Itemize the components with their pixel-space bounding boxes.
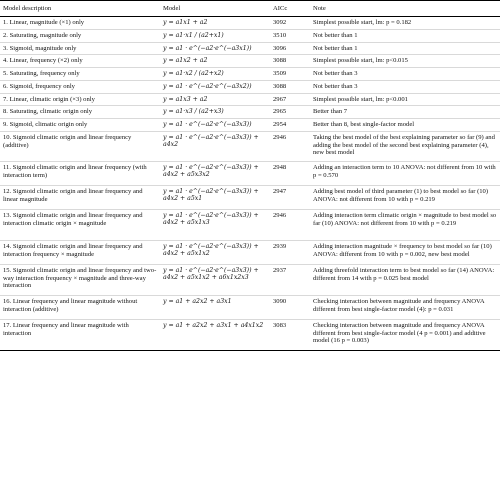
header-model: Model bbox=[160, 1, 270, 17]
row-aicc: 3096 bbox=[270, 42, 310, 55]
row-model: y = a1 · e^(−a2·e^(−a3x2)) bbox=[160, 80, 270, 93]
table-row bbox=[0, 209, 500, 240]
header-row bbox=[0, 1, 500, 17]
row-aicc: 3509 bbox=[270, 68, 310, 81]
row-aicc: 3088 bbox=[270, 80, 310, 93]
row-description: 4. Linear, frequency (×2) only bbox=[0, 55, 160, 68]
row-aicc: 2954 bbox=[270, 119, 310, 132]
row-description: 15. Sigmoid climatic origin and linear frequency and two-way interaction frequency × magnitude and three-way interaction bbox=[0, 264, 160, 295]
row-note: Not better than 3 bbox=[310, 80, 500, 93]
row-model: y = a1 · e^(−a2·e^(−a3x3)) + a4x2 + a5x1 bbox=[160, 185, 270, 209]
row-model: y = a1 · e^(−a2·e^(−a3x3)) + a4x2 + a5x1x3 bbox=[160, 209, 270, 240]
table-row bbox=[0, 68, 500, 81]
row-model: y = a1·x3 / (a2+x3) bbox=[160, 106, 270, 119]
row-note: Simplest possible start, lm: p<0.001 bbox=[310, 93, 500, 106]
row-description: 1. Linear, magnitude (×1) only bbox=[0, 17, 160, 30]
row-note: Simplest possible start, lm: p<0.015 bbox=[310, 55, 500, 68]
row-aicc: 3090 bbox=[270, 295, 310, 319]
row-description: 6. Sigmoid, frequency only bbox=[0, 80, 160, 93]
row-model: y = a1 · e^(−a2·e^(−a3x3)) + a4x2 + a5x1x2 + a6x1x2x3 bbox=[160, 264, 270, 295]
row-description: 11. Sigmoid climatic origin and linear frequency (with interaction term) bbox=[0, 161, 160, 185]
row-description: 13. Sigmoid climatic origin and linear frequency and interaction climatic origin × magnitude bbox=[0, 209, 160, 240]
row-aicc: 3092 bbox=[270, 17, 310, 30]
row-aicc: 2946 bbox=[270, 209, 310, 240]
table-row bbox=[0, 29, 500, 42]
row-model: y = a1·x2 / (a2+x2) bbox=[160, 68, 270, 81]
row-aicc: 3088 bbox=[270, 55, 310, 68]
header-note: Note bbox=[310, 1, 500, 17]
row-note: Simplest possible start, lm: p = 0.182 bbox=[310, 17, 500, 30]
table-row bbox=[0, 264, 500, 295]
table-row bbox=[0, 161, 500, 185]
row-description: 3. Sigmoid, magnitude only bbox=[0, 42, 160, 55]
row-note: Adding best model of third parameter (1) to best model so far (10) ANOVA: not different from 10 with p = 0.219 bbox=[310, 185, 500, 209]
row-aicc: 3083 bbox=[270, 319, 310, 350]
row-description: 2. Saturating, magnitude only bbox=[0, 29, 160, 42]
row-description: 16. Linear frequency and linear magnitude without interaction (additive) bbox=[0, 295, 160, 319]
row-model: y = a1·x1 / (a2+x1) bbox=[160, 29, 270, 42]
table-row bbox=[0, 42, 500, 55]
row-note: Better than 7 bbox=[310, 106, 500, 119]
row-aicc: 3510 bbox=[270, 29, 310, 42]
header-model-description: Model description bbox=[0, 1, 160, 17]
row-model: y = a1 · e^(−a2·e^(−a3x3)) + a4x2 + a5x1x2 bbox=[160, 240, 270, 264]
row-description: 9. Sigmoid, climatic origin only bbox=[0, 119, 160, 132]
row-note: Adding threefold interaction term to best model so far (14) ANOVA: different from 14 with p = 0.025 best model bbox=[310, 264, 500, 295]
table-row bbox=[0, 80, 500, 93]
row-model: y = a1 + a2x2 + a3x1 + a4x1x2 bbox=[160, 319, 270, 350]
row-model: y = a1 · e^(−a2·e^(−a3x3)) + a4x2 + a5x3x2 bbox=[160, 161, 270, 185]
table-row bbox=[0, 131, 500, 161]
row-model: y = a1 + a2x2 + a3x1 bbox=[160, 295, 270, 319]
row-description: 12. Sigmoid climatic origin and linear frequency and linear magnitude bbox=[0, 185, 160, 209]
row-model: y = a1x3 + a2 bbox=[160, 93, 270, 106]
row-note: Adding an interaction term to 10 ANOVA: not different from 10 with p = 0.570 bbox=[310, 161, 500, 185]
table-row bbox=[0, 119, 500, 132]
row-note: Checking interaction between magnitude and frequency ANOVA different from best single-factor model (4 p = 0.001) and additive model (16 p = 0.003) bbox=[310, 319, 500, 350]
table-row bbox=[0, 93, 500, 106]
table-row bbox=[0, 17, 500, 30]
table-row bbox=[0, 55, 500, 68]
row-model: y = a1 · e^(−a2·e^(−a3x3)) bbox=[160, 119, 270, 132]
row-aicc: 2948 bbox=[270, 161, 310, 185]
table-row bbox=[0, 106, 500, 119]
table-row bbox=[0, 295, 500, 319]
row-description: 10. Sigmoid climatic origin and linear frequency (additive) bbox=[0, 131, 160, 161]
row-model: y = a1x1 + a2 bbox=[160, 17, 270, 30]
row-note: Not better than 1 bbox=[310, 29, 500, 42]
row-description: 7. Linear, climatic origin (×3) only bbox=[0, 93, 160, 106]
row-note: Adding interaction magnitude × frequency to best model so far (10) ANOVA: different from 10 with p = 0.002, new best model bbox=[310, 240, 500, 264]
row-note: Checking interaction between magnitude and frequency ANOVA different from best single-factor model (4): p = 0.031 bbox=[310, 295, 500, 319]
header-aicc: AICc bbox=[270, 1, 310, 17]
row-aicc: 2965 bbox=[270, 106, 310, 119]
row-aicc: 2937 bbox=[270, 264, 310, 295]
row-model: y = a1 · e^(−a2·e^(−a3x3)) + a4x2 bbox=[160, 131, 270, 161]
row-note: Better than 8, best single-factor model bbox=[310, 119, 500, 132]
row-model: y = a1x2 + a2 bbox=[160, 55, 270, 68]
row-note: Not better than 1 bbox=[310, 42, 500, 55]
table-row bbox=[0, 319, 500, 350]
row-model: y = a1 · e^(−a2·e^(−a3x1)) bbox=[160, 42, 270, 55]
row-aicc: 2947 bbox=[270, 185, 310, 209]
row-aicc: 2946 bbox=[270, 131, 310, 161]
row-aicc: 2967 bbox=[270, 93, 310, 106]
row-description: 17. Linear frequency and linear magnitude with interaction bbox=[0, 319, 160, 350]
table-row bbox=[0, 240, 500, 264]
row-note: Taking the best model of the best explaining parameter so far (9) and adding the best model of the second best explaining parameter (4), new best model bbox=[310, 131, 500, 161]
row-note: Adding interaction term climatic origin × magnitude to best model so far (10) ANOVA: not different from 10 with p = 0.219 bbox=[310, 209, 500, 240]
row-description: 8. Saturating, climatic origin only bbox=[0, 106, 160, 119]
row-description: 14. Sigmoid climatic origin and linear frequency and interaction frequency × magnitude bbox=[0, 240, 160, 264]
row-aicc: 2939 bbox=[270, 240, 310, 264]
row-description: 5. Saturating, frequency only bbox=[0, 68, 160, 81]
row-note: Not better than 3 bbox=[310, 68, 500, 81]
table-row bbox=[0, 185, 500, 209]
